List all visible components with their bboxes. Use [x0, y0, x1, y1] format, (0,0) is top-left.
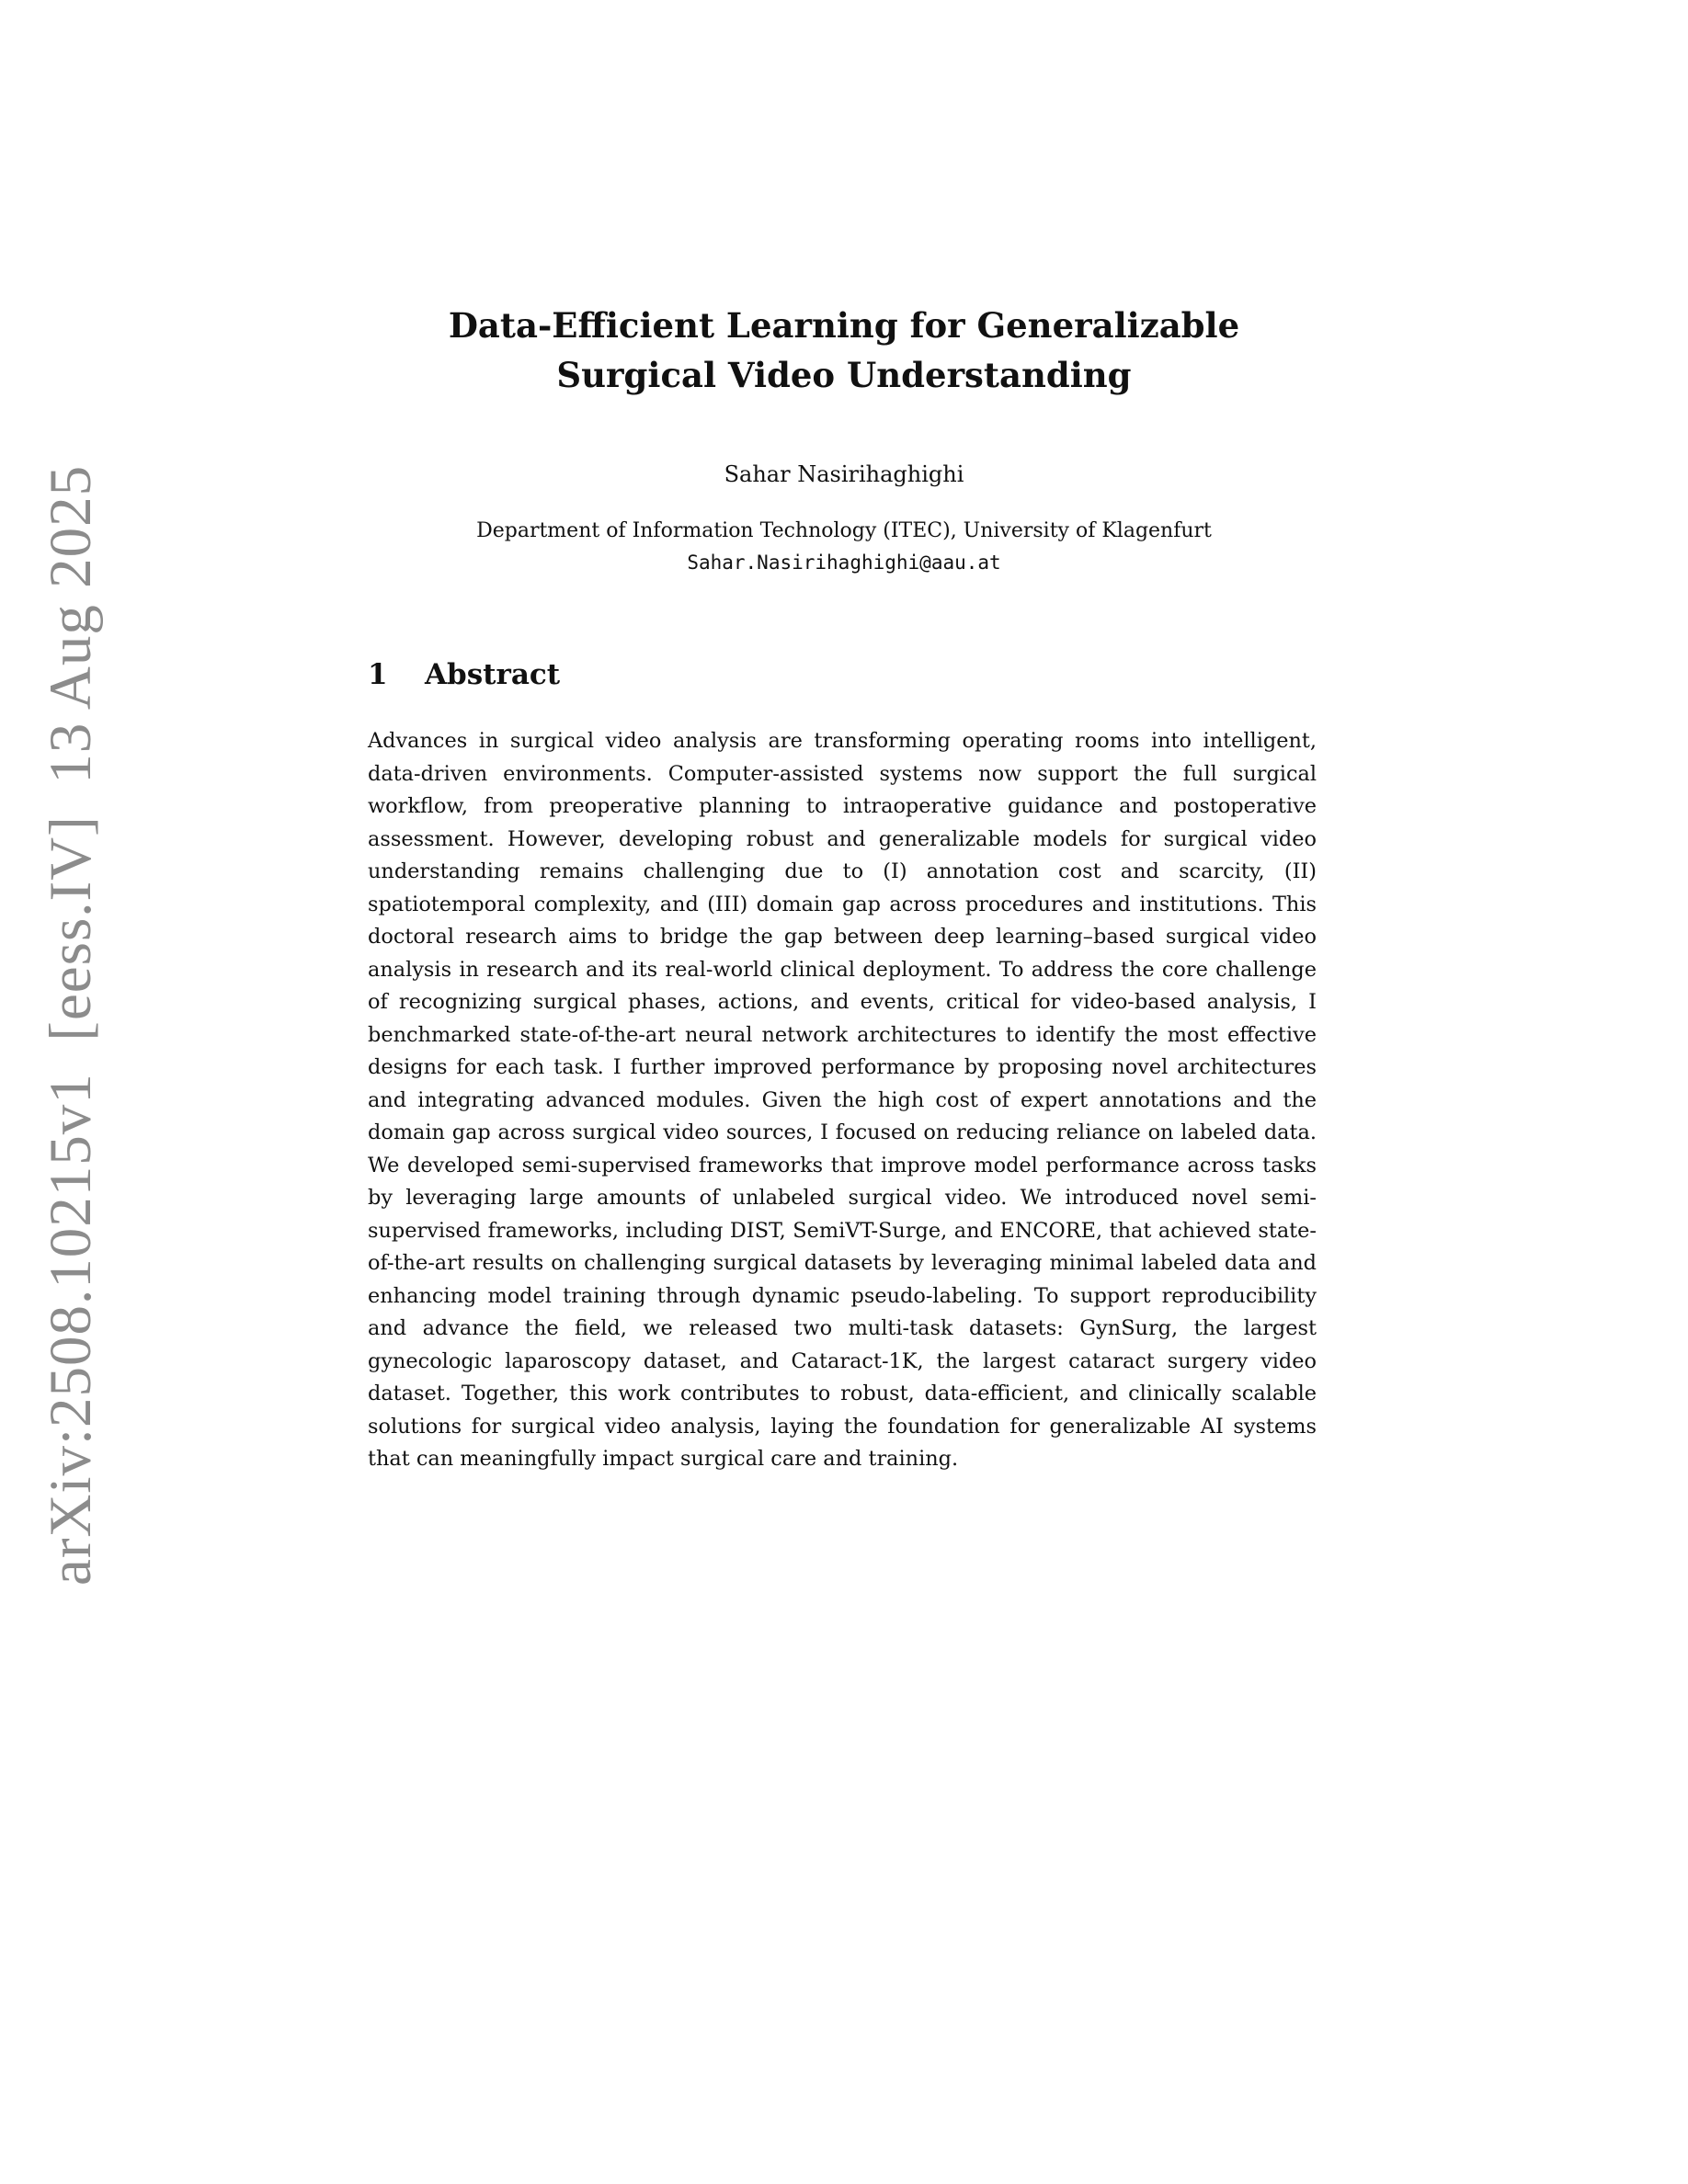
- author-email[interactable]: Sahar.Nasirihaghighi@aau.at: [687, 552, 1001, 574]
- author-name: Sahar Nasirihaghighi: [724, 461, 964, 487]
- section-heading-abstract: [368, 658, 560, 691]
- paper-title-line-2: Surgical Video Understanding: [556, 355, 1132, 395]
- arxiv-identifier-stamp: arXiv:2508.10215v1 [eess.IV] 13 Aug 2025: [38, 464, 104, 1586]
- section-title: Abstract: [425, 658, 561, 691]
- author-affiliation: Department of Information Technology (ITEC), University of Klagenfurt: [476, 519, 1212, 542]
- section-number: 1: [368, 658, 388, 691]
- abstract-paragraph: Advances in surgical video analysis are transforming operating rooms into intelligent, data-driven environments. Computer-assisted systems now support the full surgical workflow, from preoperative planning to intraoperative guidance and postoperative assessment. However, developing robust and generalizable models for surgical video understanding remains challenging due to (I) annotation cost and scarcity, (II) spatiotemporal complexity, and (III) domain gap across procedures and institutions. This doctoral research aims to bridge the gap between deep learning–based surgical video analysis in research and its real-world clinical deployment. To address the core challenge of recognizing surgical phases, actions, and events, critical for video-based analysis, I benchmarked state-of-the-art neural network architectures to identify the most effective designs for each task. I further improved performance by proposing novel architectures and integrating advanced modules. Given the high cost of expert annotations and the domain gap across surgical video sources, I focused on reducing reliance on labeled data. We developed semi-supervised frameworks that improve model performance across tasks by leveraging large amounts of unlabeled surgical video. We introduced novel semi-supervised frameworks, including DIST, SemiVT-Surge, and ENCORE, that achieved state-of-the-art results on challenging surgical datasets by leveraging minimal labeled data and enhancing model training through dynamic pseudo-labeling. To support reproducibility and advance the field, we released two multi-task datasets: GynSurg, the largest gynecologic laparoscopy dataset, and Cataract-1K, the largest cataract surgery video dataset. Together, this work contributes to robust, data-efficient, and clinically scalable solutions for surgical video analysis, laying the foundation for generalizable AI systems that can meaningfully impact surgical care and training.: [368, 729, 1317, 1471]
- paper-title: [0, 301, 1688, 400]
- paper-title-line-1: Data-Efficient Learning for Generalizable: [448, 305, 1240, 346]
